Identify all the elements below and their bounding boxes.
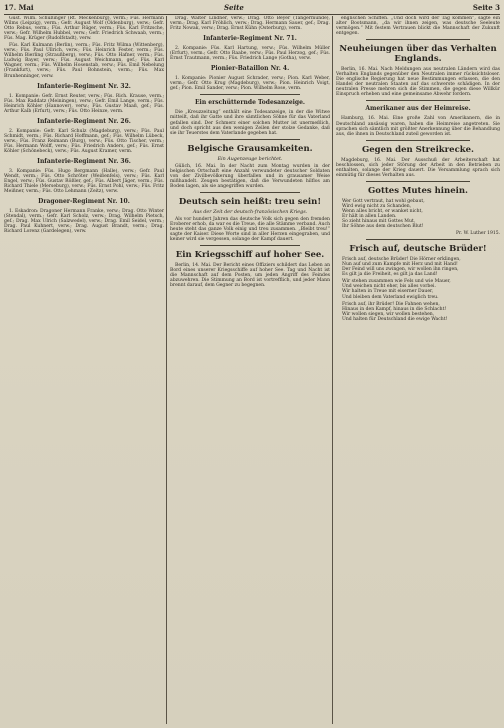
poem-line: Frisch auf, deutsche Brüder! Die Hörner erklingen, xyxy=(342,257,461,263)
casualty-list-text: 1. Kompanie: Pionier August Schrader, verw.; Pion. Karl Weber, verm.; Gefr. Otto Krug (Magdeburg), verw.; Pion. Heinrich Voigt, gef.; Pion. Emil Sander, verw.; Pion. Wilhelm Rose, verm. xyxy=(170,76,330,92)
article-text: Berlin, 16. Mai. Nach Meldungen aus neutralen Ländern wird das Verhalten Englands gegenüber den Neutralen immer rücksichtsloser. Die englische Regierung hat neue Bestimmungen erlassen, die den Handel der neutralen Staaten auf das schwerste schädigen. In der neutralen Presse mehren sich die Stimmen, die gegen diese Willkür Einspruch erheben und eine gemeinsame Abwehr fordern. xyxy=(336,67,500,98)
poem xyxy=(336,199,500,229)
article-heading: Belgische Grausamkeiten. xyxy=(187,143,313,154)
article-subheading: Ein Augenzeuge berichtet. xyxy=(217,156,283,162)
header-title: Seite xyxy=(224,3,244,12)
page-header xyxy=(4,2,500,15)
header-page-number: Seite 3 xyxy=(472,3,500,12)
column-2 xyxy=(170,16,330,724)
section-divider xyxy=(366,181,470,182)
section-divider xyxy=(366,39,470,40)
poem-line: Hinaus in den Kampf, hinaus in die Schlacht! xyxy=(342,306,447,312)
poem-line: So zieht hinaus mit Gottes Mut, xyxy=(342,219,416,225)
casualty-list-text: Füs. Karl Kulmann (Berlin), verm.; Füs. Fritz Wilma (Wittenberg), verw.; Füs. Paul Ullrich, verw.; Füs. Heinrich Fester, verm.; Füs. Wilhelm Bierling (Straußberg), verw.; Füs. Otto Hafner, verm.; Füs. Ludwig Bayer, verw.; Füs. August Weichmann, gef.; Füs. Karl Wagner, verm.; Füs. Wilhelm Hosenstab, verw.; Füs. Emil Nebelung (Frankfurt), verw.; Füs. Paul Bohnstein, verm.; Füs. Max Brunhenninger, verw. xyxy=(4,43,164,79)
casualty-list-text: 2. Kompanie: Gefr. Karl Schulz (Magdeburg), verw.; Füs. Paul Schmidt, verm.; Füs. Richard Hoffmann, gef.; Füs. Wilhelm Lübeck, verw.; Füs. Franz Reimann (Burg), verw.; Füs. Otto Tischer, verm.; Füs. Hermann Wolff, verw.; Füs. Friedrich Anders, gef.; Füs. Ernst Köhler (Schönebeck), verw.; Füs. August Kramer, verm. xyxy=(4,128,164,154)
article-text: Hamburg, 16. Mai. Eine große Zahl von Amerikanern, die in Deutschland ansässig waren, haben die Heimreise angetreten. Sie sprachen sich sämtlich mit größter Anerkennung über die Behandlung aus, die ihnen in Deutschland zuteil geworden ist. xyxy=(336,116,500,137)
section-divider xyxy=(366,100,470,101)
article-subheading: Aus der Zeit der deutsch-französischen Kriegs. xyxy=(192,209,308,215)
poem-line: Und weichen nicht eher, bis alles vorbei. xyxy=(342,284,436,290)
column-1 xyxy=(4,16,164,724)
poem-line: Wer Gott vertraut, hat wohl gebaut, xyxy=(342,198,425,204)
poem-line: Der Feind will uns zwingen, wir wollen ihn ringen, xyxy=(342,267,459,273)
poem-line: Wir stehen zusammen wie Fels und wie Mauer, xyxy=(342,279,451,285)
poem-line: Wir halten in Treue mit eiserner Dauer, xyxy=(342,289,434,295)
article-heading: Ein erschütternde Todesanzeige. xyxy=(194,99,306,107)
regiment-heading: Pionier-Bataillon Nr. 4. xyxy=(210,65,290,73)
article-text: englischen Schiffen. „Und doch wird der Tag kommen“, sagte ein alter Bootsmann, „da wir ihnen zeigen, was deutsche Seeleute vermögen.“ Mit festem Vertrauen blickt die Mannschaft der Zukunft entgegen. xyxy=(336,16,500,37)
regiment-heading: Infanterie-Regiment Nr. 32. xyxy=(37,82,131,90)
section-divider xyxy=(200,94,300,95)
column-3 xyxy=(336,16,500,724)
section-divider xyxy=(366,140,470,141)
article-text: Berlin, 14. Mai. Der Bericht eines Offiziers schildert das Leben an Bord eines unserer Kriegsschiffe auf hoher See. Tag und Nacht ist die Mannschaft auf dem Posten, um jeden Angriff des Feindes abzuwehren. Die Stimmung an Bord ist vortrefflich, und jeder Mann brennt darauf, dem Gegner zu begegnen. xyxy=(170,263,330,289)
regiment-heading: Dragoner-Regiment Nr. 10. xyxy=(38,198,130,206)
poem-heading: Gottes Mutes hinein. xyxy=(368,185,468,196)
casualty-list-text: 1. Eskadron: Dragoner Hermann Franke, verw.; Drag. Otto Winter (Stendal), verm.; Gefr. Karl Scholz, verw.; Drag. Wilhelm Pietsch, gef.; Drag. Max Ulrich (Salzwedel), verw.; Drag. Emil Seidel, verm.; Drag. Paul Kuhnert, verw.; Drag. August Brandt, verm.; Drag. Richard Lorenz (Gardelegen), verw. xyxy=(4,209,164,235)
casualty-list-text: 1. Kompanie: Gefr. Ernst Reuter, verw.; Füs. Rich. Krause, verm.; Füs. Max Raddatz (Meiningen), verw.; Gefr. Emil Lange, verm.; Füs. Heinrich Köhler (Hannover), verw.; Füs. Gustav Maaß, gef.; Füs. Arthur Kalb (Erfurt), verw.; Füs. Otto Heinze, verm. xyxy=(4,93,164,114)
regiment-heading: Infanterie-Regiment Nr. 36. xyxy=(37,157,131,165)
section-divider xyxy=(200,245,300,246)
poem-line: Nun auf und zum Kampfe mit Herz und mit Hand! xyxy=(342,262,458,268)
poem-line: Frisch auf, ihr Brüder! Die Fahnen wehen, xyxy=(342,301,440,307)
poem-stanza xyxy=(342,302,500,322)
casualty-list-text: Drag. Walter Lindner, verw.; Drag. Otto Beyer (Tangermünde), verm.; Drag. Karl Fröhlich, verw.; Drag. Hermann Sauer, gef.; Drag. Fritz Nowak, verw.; Drag. Ernst Kühn (Osterburg), verm. xyxy=(170,16,330,32)
poem-stanza xyxy=(342,257,500,277)
article-text: Gülich, 16. Mai. In der Nacht zum Montag wurden in der belgischen Ortschaft eine Anzahl verwundeter deutscher Soldaten von der Zivilbevölkerung überfallen und in grausamer Weise mißhandelt. Zeugen bestätigen, daß die Verwundeten hilflos am Boden lagen, als sie angegriffen wurden. xyxy=(170,163,330,189)
regiment-heading: Infanterie-Regiment Nr. 26. xyxy=(37,117,131,125)
poem-line: Wird ewig nicht zu Schanden, xyxy=(342,203,412,209)
poem-signature: Pr. W. Luther 1915. xyxy=(456,231,500,237)
casualty-list-text: 3. Kompanie: Füs. Hugo Bergmann (Halle), verw.; Gefr. Paul Wendt, verm.; Füs. Otto Schröter (Weißenfels), verw.; Füs. Karl Engel, verw.; Füs. Gustav Rößler, gef.; Füs. Albert Jäger, verm.; Füs. Richard Thiele (Merseburg), verw.; Füs. Ernst Pohl, verw.; Füs. Fritz Meißner, verm.; Füs. Otto Lehmann (Zeitz), verw. xyxy=(4,168,164,195)
poem-stanza xyxy=(342,279,500,299)
poem-line: Wenn alles bricht, er wanket nicht, xyxy=(342,208,423,214)
poem-line: Und bleiben dem Vaterland ewiglich treu. xyxy=(342,294,439,300)
article-heading: Neuheiungen über das Verhalten Englands. xyxy=(339,44,497,65)
column-divider xyxy=(332,16,333,724)
poem-line: Und halten für Deutschland die ewige Wacht! xyxy=(342,316,448,322)
casualty-list-text: Gust. Wilm. Schüßinger (Rt. Meckenburg), verm.; Füs. Hermann Wilms (Leipzig), verm.; Gefr. August Wolf (Oldenburg), verw.; Gefr. Otto Rebus, verm.; Füs. Arthur Rüger, verm.; Füs. Karl Fritzsche, verw.; Gefr. Wilhelm Hubbel, verw.; Gefr. Friedrich Schwaab, verm.; Füs. Mag. Krüger (Rudolfstadt), verw. xyxy=(4,16,164,42)
article-heading: Gegen den Streikrecke. xyxy=(361,144,475,155)
section-divider xyxy=(366,239,470,240)
section-divider xyxy=(200,192,300,193)
regiment-heading: Infanterie-Regiment Nr. 71. xyxy=(203,35,297,43)
poem-line: Ihr Söhne aus dem deutschen Blut! xyxy=(342,224,424,230)
poem-line: Wir wollen siegen, wir wollen bestehen, xyxy=(342,311,435,317)
article-heading: Deutsch sein heißt: treu sein! xyxy=(178,196,322,207)
poem-line: Er hält in allen Landen. xyxy=(342,213,397,219)
poem xyxy=(336,257,500,322)
poem-line: Es gilt ja die Freiheit, es gilt ja das Land! xyxy=(342,272,438,278)
article-text: Die „Kreuzzeitung“ enthält eine Todesanzeige, in der die Witwe mitteilt, daß ihr Gatte und ihre sämtlichen Söhne für das Vaterland gefallen sind. Der Schmerz einer solchen Mutter ist unermeßlich, und doch spricht aus den wenigen Zeilen der stolze Gedanke, daß sie ihr Teuerstes dem Vaterlande gegeben hat. xyxy=(170,110,330,136)
poem-heading: Frisch auf, deutsche Brüder! xyxy=(349,244,487,255)
article-text: Magdeburg, 16. Mai. Der Ausschuß der Arbeiterschaft hat beschlossen, sich jeder Störung der Arbeit in den Betrieben zu enthalten, solange der Krieg dauert. Die Versammlung sprach sich einmütig für dieses Verhalten aus. xyxy=(336,157,500,178)
article-text: Als vor hundert Jahren das deutsche Volk sich gegen den fremden Eroberer erhob, da war es die Treue, die alle Stämme verband. Auch heute steht das ganze Volk einig und treu zusammen. „Bleibt treu!“ sagte der Kaiser. Diese Worte sind in aller Herzen eingegraben, und keiner wird sie vergessen, solange der Kampf dauert. xyxy=(170,216,330,243)
article-heading: Amerikaner aus der Heimreise. xyxy=(365,105,471,113)
section-divider xyxy=(200,139,300,140)
casualty-list-text: 2. Kompanie: Füs. Karl Hartung, verw.; Füs. Wilhelm Müller (Erfurt), verm.; Gefr. Otto Raabe, verw.; Füs. Paul Herzog, gef.; Füs. Ernst Trautmann, verm.; Füs. Friedrich Lange (Gotha), verw. xyxy=(170,46,330,62)
column-divider xyxy=(166,16,167,724)
article-heading: Ein Kriegsschiff auf hoher See. xyxy=(175,250,325,261)
header-date: 17. Mai xyxy=(4,3,34,12)
